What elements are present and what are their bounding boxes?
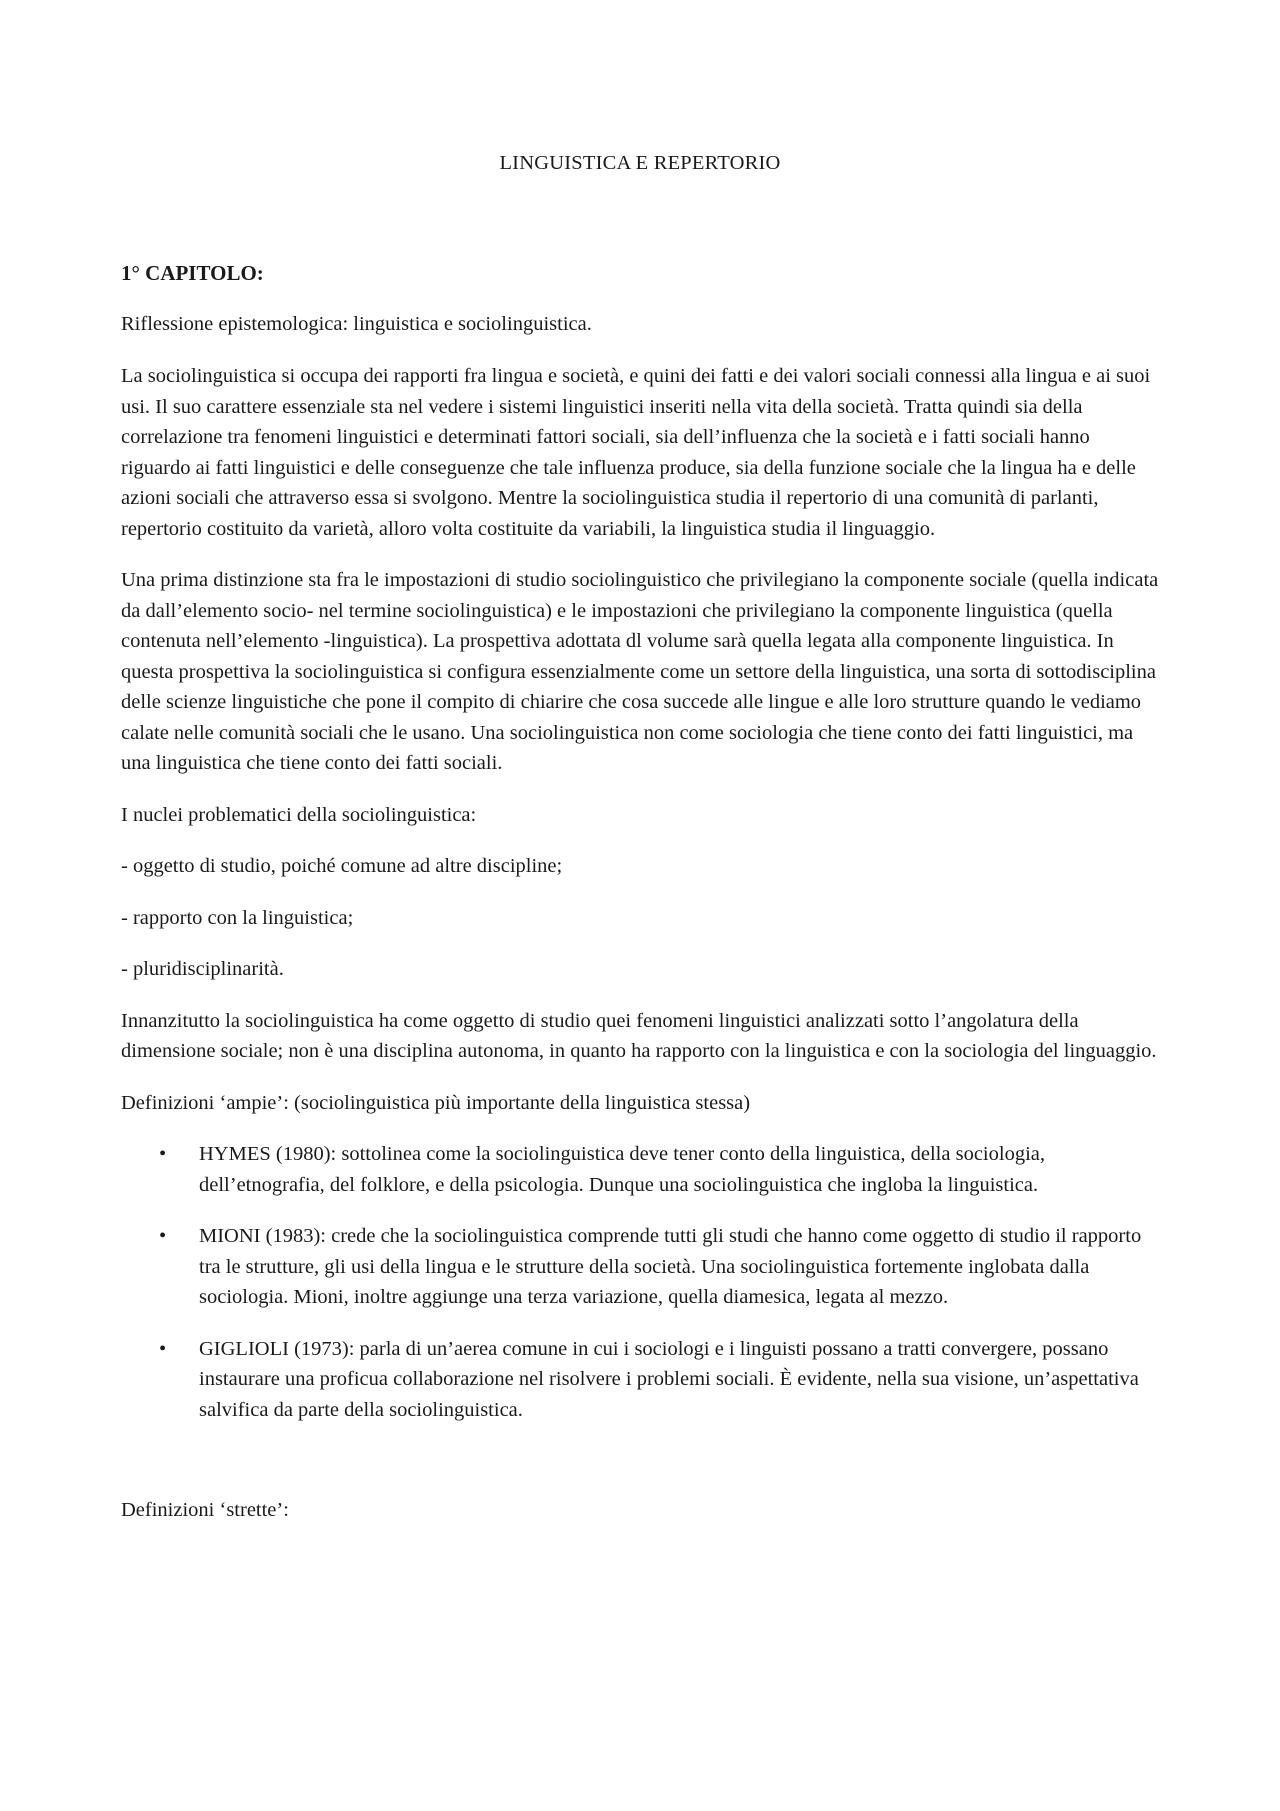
- nuclei-item: - rapporto con la linguistica;: [121, 906, 354, 929]
- bullet-icon: •: [159, 1143, 167, 1165]
- nuclei-item: - oggetto di studio, poiché comune ad altre discipline;: [121, 855, 563, 877]
- paragraph-innanzitutto: Innanzitutto la sociolinguistica ha come oggetto di studio quei fenomeni linguistici analizzati sotto l’angolatura della dimensione sociale; non è una disciplina autonoma, in quanto ha rapporto con la linguistica e con la sociologia del linguaggio.: [121, 1009, 1157, 1062]
- document-body: [121, 258, 1161, 1547]
- definitions-list: [121, 1139, 1161, 1425]
- paragraph-intro: La sociolinguistica si occupa dei rapporti fra lingua e società, e quini dei fatti e dei valori sociali connessi alla lingua e ai suoi usi. Il suo carattere essenziale sta nel vedere i sistemi linguistici inseriti nella vita della società. Tratta quindi sia della correlazione tra fenomeni linguistici e determinati fattori sociali, sia dell’influenza che la società e i fatti sociali hanno riguardo ai fatti linguistici e delle conseguenze che tale influenza produce, sia della funzione sociale che la lingua ha e delle azioni sociali che attraverso essa si svolgono. Mentre la sociolinguistica studia il repertorio di una comunità di parlanti, repertorio costituito da varietà, alloro volta costituite da variabili, la linguistica studia il linguaggio.: [121, 365, 1151, 540]
- paragraph-distinction: Una prima distinzione sta fra le impostazioni di studio sociolinguistico che privilegiano la componente sociale (quella indicata da dall’elemento socio- nel termine sociolinguistica) e le impostazioni che privilegiano la componente linguistica (quella contenuta nell’elemento -linguistica). La prospettiva adottata dl volume sarà quella legata alla componente linguistica. In questa prospettiva la sociolinguistica si configura essenzialmente come un settore della linguistica, una sorta di sottodisciplina delle scienze linguistiche che pone il compito di chiarire che cosa succede alle lingue e alle loro strutture quando le vediamo calate nelle comunità sociali che le usano. Una sociolinguistica non come sociologia che tiene conto dei fatti linguistici, ma una linguistica che tiene conto dei fatti sociali.: [121, 569, 1159, 774]
- list-item-text: HYMES (1980): sottolinea come la sociolinguistica deve tener conto della linguistica, della sociologia, dell’etnografia, del folklore, e della psicologia. Dunque una sociolinguistica che ingloba la linguistica.: [199, 1143, 1045, 1196]
- document-title: LINGUISTICA E REPERTORIO: [499, 152, 781, 174]
- chapter-heading: 1° CAPITOLO:: [121, 261, 264, 285]
- list-item: [121, 1139, 1161, 1200]
- bullet-icon: •: [159, 1225, 167, 1247]
- definizioni-ampie-heading: Definizioni ‘ampie’: (sociolinguistica più importante della linguistica stessa): [121, 1091, 751, 1114]
- bullet-icon: •: [159, 1337, 167, 1360]
- nuclei-heading: I nuclei problematici della sociolinguistica:: [121, 803, 477, 826]
- list-item-text: MIONI (1983): crede che la sociolinguistica comprende tutti gli studi che hanno come oggetto di studio il rapporto tra le strutture, gli usi della lingua e le strutture della società. Una sociolinguistica fortemente inglobata dalla sociologia. Mioni, inoltre aggiunge una terza variazione, quella diamesica, legata al mezzo.: [199, 1225, 1142, 1308]
- list-item-text: GIGLIOLI (1973): parla di un’aerea comune in cui i sociologi e i linguisti possano a tratti convergere, possano instaurare una proficua collaborazione nel risolvere i problemi sociali. È evidente, nella sua visione, un’aspettativa salvifica da parte della sociolinguistica.: [199, 1337, 1139, 1421]
- section-subtitle: Riflessione epistemologica: linguistica e sociolinguistica.: [121, 312, 592, 335]
- list-item: [121, 1334, 1161, 1426]
- nuclei-item: - pluridisciplinarità.: [121, 958, 284, 980]
- list-item: [121, 1221, 1161, 1313]
- definizioni-strette-heading: Definizioni ‘strette’:: [121, 1499, 289, 1521]
